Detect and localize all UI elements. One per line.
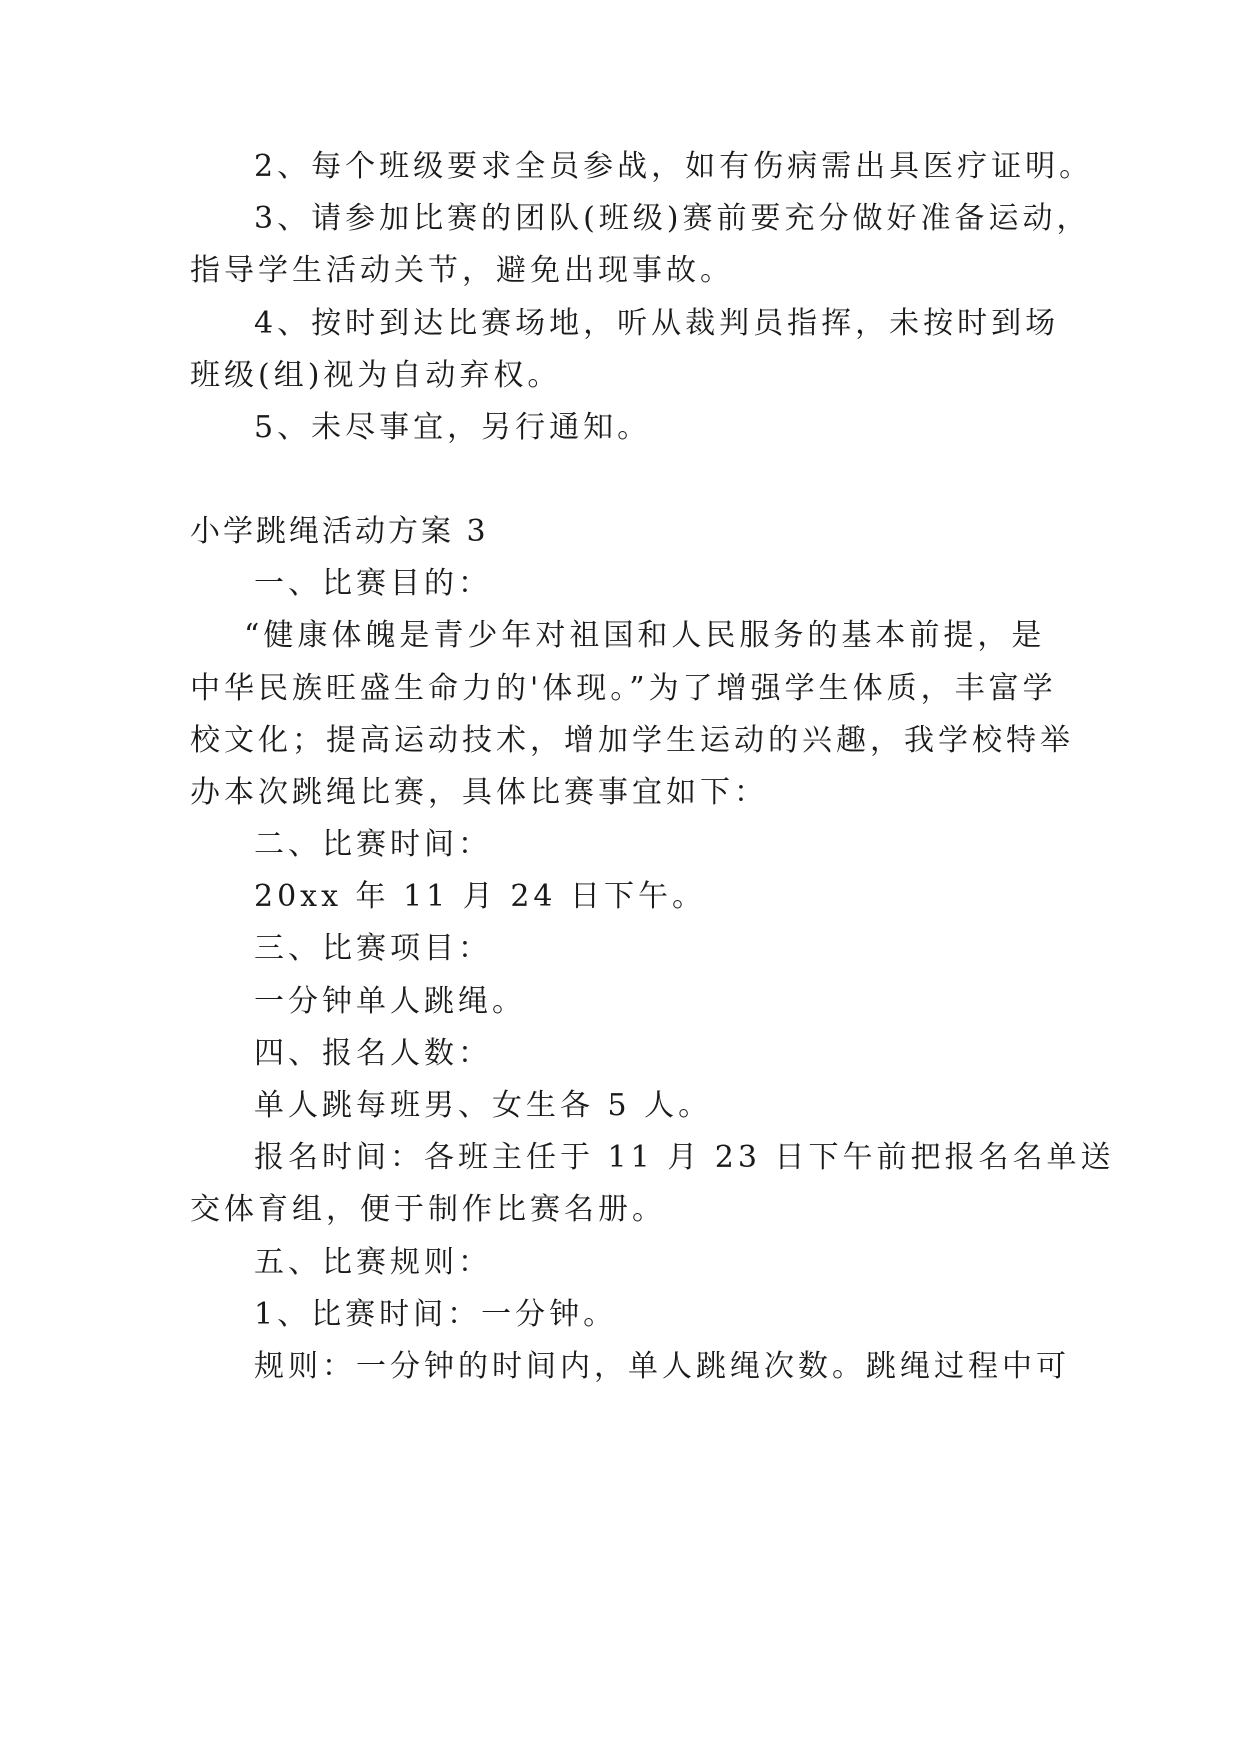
- rule-1-detail: 规则：一分钟的时间内，单人跳绳次数。跳绳过程中可: [254, 1349, 1070, 1384]
- rule-item-3-line-2: 指导学生活动关节，避免出现事故。: [190, 253, 734, 288]
- event-heading: 三、比赛项目：: [254, 931, 492, 966]
- rule-item-3-line-1: 3、请参加比赛的团队(班级)赛前要充分做好准备运动，: [254, 201, 1091, 236]
- purpose-line-3: 校文化；提高运动技术，增加学生运动的兴趣，我学校特举: [190, 723, 1074, 758]
- section-title: 小学跳绳活动方案 3: [190, 514, 489, 549]
- rule-item-4-line-1: 4、按时到达比赛场地，听从裁判员指挥，未按时到场: [254, 306, 1060, 341]
- purpose-line-4: 办本次跳绳比赛，具体比赛事宜如下：: [190, 775, 768, 810]
- rule-item-2: 2、每个班级要求全员参战，如有伤病需出具医疗证明。: [254, 149, 1094, 184]
- signup-heading: 四、报名人数：: [254, 1036, 492, 1071]
- signup-time-line-2: 交体育组，便于制作比赛名册。: [190, 1192, 666, 1227]
- purpose-line-2: 中华民族旺盛生命力的'体现。”为了增强学生体质，丰富学: [190, 671, 1057, 706]
- rule-1: 1、比赛时间：一分钟。: [254, 1297, 618, 1332]
- time-heading: 二、比赛时间：: [254, 827, 492, 862]
- event-value: 一分钟单人跳绳。: [254, 984, 526, 1019]
- rule-item-4-line-2: 班级(组)视为自动弃权。: [190, 358, 562, 393]
- rule-item-5: 5、未尽事宜，另行通知。: [254, 410, 652, 445]
- purpose-line-1: “健康体魄是青少年对祖国和人民服务的基本前提，是: [244, 618, 1046, 653]
- time-value: 20xx 年 11 月 24 日下午。: [254, 879, 707, 914]
- signup-value: 单人跳每班男、女生各 5 人。: [254, 1088, 713, 1123]
- purpose-heading: 一、比赛目的：: [254, 566, 492, 601]
- signup-time-line-1: 报名时间：各班主任于 11 月 23 日下午前把报名名单送: [254, 1140, 1115, 1175]
- rules-heading: 五、比赛规则：: [254, 1245, 492, 1280]
